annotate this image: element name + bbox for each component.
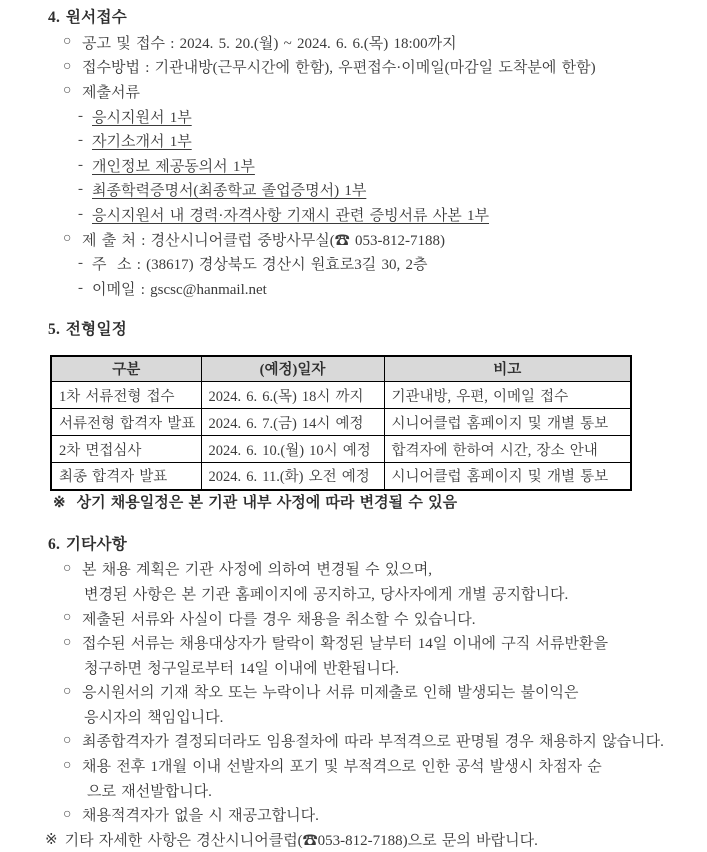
section-schedule <box>0 318 707 513</box>
circle-bullet-icon: ○ <box>63 231 72 247</box>
cell-category: 최종 합격자 발표 <box>51 463 201 490</box>
column-header-category: 구분 <box>51 356 201 382</box>
circle-bullet-icon: ○ <box>63 34 72 50</box>
list-item-text: 최종합격자가 결정되더라도 임용절차에 따라 부적격으로 판명될 경우 채용하지 않습니다. <box>82 734 664 751</box>
address-text: 주 소 : (38617) 경상북도 경산시 원효로3길 30, 2층 <box>92 257 428 274</box>
list-item <box>0 79 707 104</box>
email-line <box>0 276 707 301</box>
dash-bullet-icon: - <box>78 205 83 222</box>
list-item-text: 응시자의 책임입니다. <box>84 709 224 726</box>
submit-to-line <box>0 227 707 252</box>
email-text: 이메일 : gscsc@hanmail.net <box>92 281 267 298</box>
cell-date: 2024. 6. 11.(화) 오전 예정 <box>201 463 384 490</box>
table-header-row <box>51 356 631 382</box>
circle-bullet-icon: ○ <box>63 610 72 626</box>
list-item-continuation <box>0 581 707 606</box>
cell-category: 서류전형 합격자 발표 <box>51 409 201 436</box>
schedule-note-text: 상기 채용일정은 본 기관 내부 사정에 따라 변경될 수 있음 <box>76 494 458 511</box>
circle-bullet-icon: ○ <box>63 757 72 773</box>
document-item <box>0 178 707 203</box>
footer-note <box>0 827 707 852</box>
list-item <box>0 55 707 80</box>
document-item <box>0 128 707 153</box>
list-item <box>0 557 707 582</box>
document-item <box>0 202 707 227</box>
list-item-text: 으로 재선발합니다. <box>87 783 212 800</box>
cell-remarks: 기관내방, 우편, 이메일 접수 <box>384 382 631 409</box>
list-item <box>0 30 707 55</box>
list-item-text: 응시원서의 기재 착오 또는 누락이나 서류 미제출로 인해 발생되는 불이익은 <box>82 685 579 702</box>
table-row <box>51 436 631 463</box>
cell-date: 2024. 6. 10.(월) 10시 예정 <box>201 436 384 463</box>
list-item <box>0 802 707 827</box>
table-row <box>51 463 631 490</box>
table-row <box>51 382 631 409</box>
cell-category: 2차 면접심사 <box>51 436 201 463</box>
list-item-text: 본 채용 계획은 기관 사정에 의하여 변경될 수 있으며, <box>82 562 433 579</box>
circle-bullet-icon: ○ <box>63 560 72 576</box>
section-application <box>0 0 707 301</box>
column-header-date: (예정)일자 <box>201 356 384 382</box>
list-item-text: 채용 전후 1개월 이내 선발자의 포기 및 부적격으로 인한 공석 발생시 차점자 순 <box>82 759 602 776</box>
dash-bullet-icon: - <box>78 255 83 272</box>
list-item <box>0 630 707 655</box>
list-item <box>0 729 707 754</box>
list-item <box>0 606 707 631</box>
circle-bullet-icon: ○ <box>63 58 72 74</box>
cell-remarks: 시니어클럽 홈페이지 및 개별 통보 <box>384 463 631 490</box>
list-item <box>0 680 707 705</box>
list-item-continuation <box>0 704 707 729</box>
circle-bullet-icon: ○ <box>63 683 72 699</box>
list-item-text: 변경된 사항은 본 기관 홈페이지에 공지하고, 당사자에게 개별 공지합니다. <box>84 586 569 603</box>
cell-date: 2024. 6. 6.(목) 18시 까지 <box>201 382 384 409</box>
list-item-text: 공고 및 접수 : 2024. 5. 20.(월) ~ 2024. 6. 6.(목) 18:00까지 <box>82 35 457 52</box>
section-5-title: 5. 전형일정 <box>48 320 127 338</box>
section-misc <box>0 533 707 852</box>
reference-mark-icon: ※ <box>53 494 66 511</box>
document-item-text: 개인정보 제공동의서 1부 <box>92 158 255 175</box>
document-item-text: 응시지원서 1부 <box>92 109 192 126</box>
list-item-text: 청구하면 청구일로부터 14일 이내에 반환됩니다. <box>84 660 400 677</box>
dash-bullet-icon: - <box>78 132 83 149</box>
list-item <box>0 753 707 778</box>
list-item-text: 제출서류 <box>82 84 140 101</box>
schedule-note <box>53 493 707 513</box>
section-4-title: 4. 원서접수 <box>48 9 127 26</box>
circle-bullet-icon: ○ <box>63 634 72 650</box>
list-item-continuation <box>0 778 707 803</box>
dash-bullet-icon: - <box>78 279 83 296</box>
list-item-text: 채용적격자가 없을 시 재공고합니다. <box>82 808 319 825</box>
reference-mark-icon: ※ <box>45 831 58 848</box>
cell-remarks: 시니어클럽 홈페이지 및 개별 통보 <box>384 409 631 436</box>
footer-note-text: 기타 자세한 사항은 경산시니어클럽(☎053-812-7188)으로 문의 바랍니다. <box>64 832 538 849</box>
dash-bullet-icon: - <box>78 107 83 124</box>
document-item <box>0 104 707 129</box>
table-row <box>51 409 631 436</box>
document-item-text: 자기소개서 1부 <box>92 134 192 151</box>
document-item-text: 최종학력증명서(최종학교 졸업증명서) 1부 <box>92 183 367 200</box>
circle-bullet-icon: ○ <box>63 732 72 748</box>
schedule-table <box>50 355 632 491</box>
submit-to-text: 제 출 처 : 경산시니어클럽 중방사무실(☎ 053-812-7188) <box>82 232 445 249</box>
cell-date: 2024. 6. 7.(금) 14시 예정 <box>201 409 384 436</box>
circle-bullet-icon: ○ <box>63 806 72 822</box>
section-6-title: 6. 기타사항 <box>48 535 127 553</box>
list-item-text: 접수방법 : 기관내방(근무시간에 한함), 우편접수·이메일(마감일 도착분에 한함) <box>82 60 596 77</box>
circle-bullet-icon: ○ <box>63 83 72 99</box>
column-header-remarks: 비고 <box>384 356 631 382</box>
document-item-text: 응시지원서 내 경력·자격사항 기재시 관련 증빙서류 사본 1부 <box>92 207 490 224</box>
dash-bullet-icon: - <box>78 181 83 198</box>
cell-category: 1차 서류전형 접수 <box>51 382 201 409</box>
list-item-text: 제출된 서류와 사실이 다를 경우 채용을 취소할 수 있습니다. <box>82 611 476 628</box>
list-item-continuation <box>0 655 707 680</box>
list-item-text: 접수된 서류는 채용대상자가 탈락이 확정된 날부터 14일 이내에 구직 서류반환을 <box>82 636 608 653</box>
address-line <box>0 251 707 276</box>
cell-remarks: 합격자에 한하여 시간, 장소 안내 <box>384 436 631 463</box>
dash-bullet-icon: - <box>78 156 83 173</box>
document-item <box>0 153 707 178</box>
